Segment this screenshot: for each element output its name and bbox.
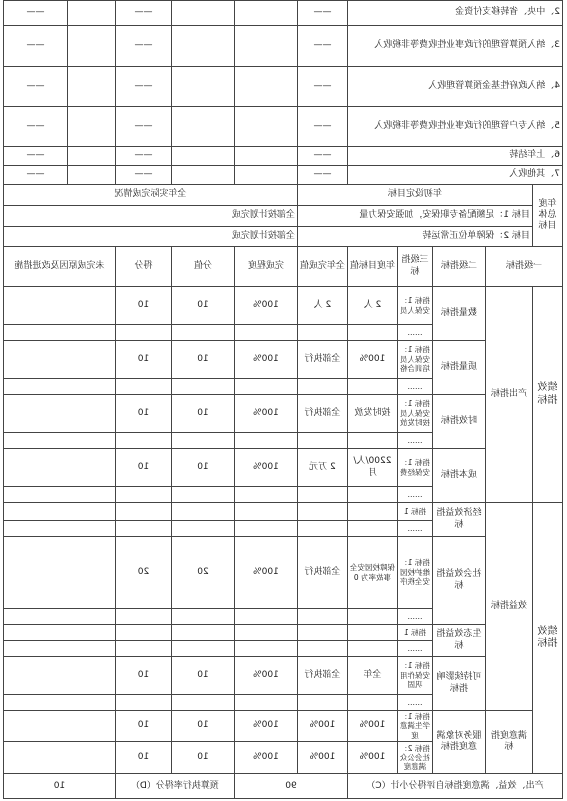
funding-cell (171, 1, 234, 26)
completion-degree (234, 379, 297, 395)
target-value (347, 433, 397, 449)
level3-indicator: …… (398, 379, 433, 395)
header-level1: 一级指标 (486, 247, 563, 287)
level3-indicator: 指标 1：学生满意度 (398, 711, 433, 742)
reason-cell (3, 521, 115, 537)
level3-indicator: …… (398, 433, 433, 449)
completion-degree (234, 487, 297, 503)
completion-degree (234, 325, 297, 341)
funding-cell (234, 147, 297, 166)
subtotal-value: 90 (234, 774, 347, 799)
funding-row (3, 166, 562, 185)
indicator-row (3, 395, 562, 433)
funding-cell: —— (3, 67, 67, 107)
indicator-row (3, 537, 562, 609)
funding-row (3, 26, 562, 67)
goal-planned: 目标 1：足额配备专职保安，加强安保力量 (297, 206, 532, 227)
target-value (347, 487, 397, 503)
funding-label: 4、纳入政府性基金预算管理收入 (347, 67, 562, 107)
actual-value: 全部执行 (297, 341, 347, 379)
reason-cell (3, 433, 115, 449)
funding-cell (234, 67, 297, 107)
level3-indicator: …… (398, 521, 433, 537)
performance-indicator-label: 绩效指标 (533, 287, 563, 503)
indicator-row (3, 625, 562, 641)
score-value: 10 (115, 287, 171, 325)
level3-indicator: 指标 1 (398, 503, 433, 521)
goal-row (3, 206, 562, 227)
weight-value: 10 (171, 287, 234, 325)
target-value (347, 503, 397, 521)
actual-value (297, 641, 347, 657)
target-value: 100% (347, 742, 397, 774)
target-value: 按时发放 (347, 395, 397, 433)
funding-cell: —— (115, 67, 171, 107)
indicator-row (3, 657, 562, 695)
funding-cell: —— (3, 1, 67, 26)
reason-cell (3, 537, 115, 609)
indicator-row (3, 341, 562, 379)
weight-value: 10 (171, 341, 234, 379)
level3-indicator: 指标 1 (398, 625, 433, 641)
funding-label: 7、其他收入 (347, 166, 562, 185)
funding-cell (234, 26, 297, 67)
target-value (347, 695, 397, 711)
weight-value (171, 625, 234, 641)
level2-indicator: 成本指标 (433, 449, 486, 503)
funding-cell (234, 107, 297, 147)
level3-indicator: 指标 1：安保作用巩固 (398, 657, 433, 695)
satisfaction-indicator-label: 满意度指标 (486, 711, 533, 774)
weight-value (171, 695, 234, 711)
actual-value: 100% (297, 742, 347, 774)
completion-degree (234, 695, 297, 711)
header-reason: 未完成原因及改进措施 (3, 247, 115, 287)
actual-value: 全部执行 (297, 537, 347, 609)
funding-cell (234, 1, 297, 26)
goal-row (3, 227, 562, 247)
header-actual: 全年完成值 (297, 247, 347, 287)
reason-cell (3, 341, 115, 379)
funding-cell: —— (115, 166, 171, 185)
reason-cell (3, 287, 115, 325)
actual-value (297, 625, 347, 641)
reason-cell (3, 395, 115, 433)
level3-indicator: …… (398, 641, 433, 657)
level3-indicator: 指标 1：维护校园安全秩序 (398, 537, 433, 609)
weight-value (171, 521, 234, 537)
completion-degree: 100% (234, 395, 297, 433)
header-degree: 完成程度 (234, 247, 297, 287)
target-value: 100% (347, 711, 397, 742)
level2-indicator: 数量指标 (433, 287, 486, 341)
actual-value (297, 379, 347, 395)
funding-cell (171, 147, 234, 166)
funding-cell (67, 67, 115, 107)
funding-row (3, 147, 562, 166)
header-target: 年度目标值 (347, 247, 397, 287)
funding-cell (171, 166, 234, 185)
score-value (115, 487, 171, 503)
header-score: 得分 (115, 247, 171, 287)
funding-cell (234, 166, 297, 185)
target-value (347, 625, 397, 641)
completion-degree: 100% (234, 711, 297, 742)
score-value: 10 (115, 711, 171, 742)
target-value: 全年 (347, 657, 397, 695)
funding-cell: —— (3, 107, 67, 147)
level2-indicator: 时效指标 (433, 395, 486, 449)
funding-cell: —— (297, 26, 347, 67)
actual-value: 全部执行 (297, 395, 347, 433)
goal-actual-header: 全年实际完成情况 (3, 185, 297, 206)
level3-indicator: …… (398, 609, 433, 625)
reason-cell (3, 379, 115, 395)
score-value: 10 (115, 341, 171, 379)
completion-degree: 100% (234, 449, 297, 487)
annual-goal-label: 年度总体目标 (533, 185, 563, 247)
actual-value (297, 433, 347, 449)
level2-indicator: 可持续影响指标 (433, 657, 486, 711)
funding-cell: —— (3, 166, 67, 185)
actual-value: 100% (297, 711, 347, 742)
funding-label: 6、上年结转 (347, 147, 562, 166)
actual-value (297, 609, 347, 625)
funding-cell: —— (3, 147, 67, 166)
level3-indicator: 指标 1：安保人员培训合格 (398, 341, 433, 379)
weight-value (171, 325, 234, 341)
indicator-header-row (3, 247, 562, 287)
score-value: 20 (115, 537, 171, 609)
funding-cell (171, 67, 234, 107)
completion-degree: 100% (234, 287, 297, 325)
actual-value (297, 487, 347, 503)
funding-label: 2、中央、省转移支付资金 (347, 1, 562, 26)
weight-value: 10 (171, 395, 234, 433)
funding-cell: —— (115, 1, 171, 26)
indicator-row (3, 711, 562, 742)
weight-value (171, 433, 234, 449)
indicator-row (3, 503, 562, 521)
level3-indicator: …… (398, 487, 433, 503)
funding-cell: —— (3, 26, 67, 67)
funding-cell: —— (297, 67, 347, 107)
level2-indicator: 质量指标 (433, 341, 486, 395)
budget-execution-value: 10 (3, 774, 115, 799)
reason-cell (3, 695, 115, 711)
score-value (115, 433, 171, 449)
goal-planned-header: 年初设定目标 (297, 185, 532, 206)
level3-indicator: 指标 2：社会公众满意度 (398, 742, 433, 774)
goal-actual: 全部按计划完成 (3, 227, 297, 247)
actual-value (297, 695, 347, 711)
score-value (115, 609, 171, 625)
reason-cell (3, 641, 115, 657)
weight-value: 10 (171, 449, 234, 487)
header-weight: 分值 (171, 247, 234, 287)
goal-actual: 全部按计划完成 (3, 206, 297, 227)
score-value (115, 379, 171, 395)
target-value (347, 325, 397, 341)
weight-value (171, 641, 234, 657)
funding-cell: —— (115, 26, 171, 67)
goals-header-row (3, 185, 562, 206)
funding-cell (67, 147, 115, 166)
level3-indicator: 指标 1：安保人员按时发放 (398, 395, 433, 433)
weight-value: 10 (171, 742, 234, 774)
funding-row (3, 67, 562, 107)
funding-cell: —— (297, 147, 347, 166)
reason-cell (3, 609, 115, 625)
level3-indicator: 指标 1：安保经费 (398, 449, 433, 487)
funding-cell (171, 26, 234, 67)
actual-value: 2 人 (297, 287, 347, 325)
score-value (115, 641, 171, 657)
target-value: 2 人 (347, 287, 397, 325)
weight-value (171, 379, 234, 395)
funding-cell: —— (115, 147, 171, 166)
score-value (115, 625, 171, 641)
score-value (115, 325, 171, 341)
target-value: 2200/人/月 (347, 449, 397, 487)
subtotal-label: 产出、效益、满意度指标自评得分小计（C） (347, 774, 562, 799)
score-value: 10 (115, 395, 171, 433)
completion-degree: 100% (234, 537, 297, 609)
score-value: 10 (115, 657, 171, 695)
completion-degree (234, 641, 297, 657)
reason-cell (3, 625, 115, 641)
weight-value: 10 (171, 657, 234, 695)
weight-value: 10 (171, 711, 234, 742)
funding-label: 5、纳入专户管理的行政事业性收费等非税收入 (347, 107, 562, 147)
completion-degree (234, 609, 297, 625)
funding-cell: —— (115, 107, 171, 147)
level3-indicator: …… (398, 695, 433, 711)
performance-self-evaluation-table (3, 0, 563, 799)
funding-label: 3、纳入预算管理的行政事业性收费等非税收入 (347, 26, 562, 67)
funding-cell (67, 26, 115, 67)
funding-cell: —— (297, 107, 347, 147)
reason-cell (3, 742, 115, 774)
target-value (347, 609, 397, 625)
footer-row (3, 774, 562, 799)
score-value (115, 521, 171, 537)
level2-indicator: 社会效益指标 (433, 537, 486, 625)
funding-cell (67, 107, 115, 147)
score-value (115, 503, 171, 521)
target-value (347, 521, 397, 537)
reason-cell (3, 657, 115, 695)
target-value: 100% (347, 341, 397, 379)
reason-cell (3, 325, 115, 341)
funding-cell: —— (297, 1, 347, 26)
budget-execution-label: 预算执行率得分（D） (115, 774, 234, 799)
score-value: 10 (115, 449, 171, 487)
actual-value (297, 521, 347, 537)
target-value: 保障校园安全事故率为 0 (347, 537, 397, 609)
actual-value: 全部执行 (297, 657, 347, 695)
completion-degree: 100% (234, 341, 297, 379)
level2-indicator: 经济效益指标 (433, 503, 486, 537)
completion-degree (234, 625, 297, 641)
reason-cell (3, 711, 115, 742)
actual-value: 2 万元 (297, 449, 347, 487)
target-value (347, 641, 397, 657)
reason-cell (3, 449, 115, 487)
target-value (347, 379, 397, 395)
actual-value (297, 325, 347, 341)
completion-degree (234, 433, 297, 449)
funding-cell: —— (297, 166, 347, 185)
weight-value: 20 (171, 537, 234, 609)
completion-degree (234, 521, 297, 537)
completion-degree: 100% (234, 742, 297, 774)
score-value (115, 695, 171, 711)
completion-degree (234, 503, 297, 521)
reason-cell (3, 503, 115, 521)
funding-cell (67, 1, 115, 26)
header-level3: 三级指标 (398, 247, 433, 287)
goal-planned: 目标 2：保障单位正常运转 (297, 227, 532, 247)
indicator-row (3, 287, 562, 325)
output-indicator-label: 产出指标 (486, 287, 533, 503)
funding-cell (171, 107, 234, 147)
funding-cell (67, 166, 115, 185)
level2-indicator: 服务对象满意度指标 (433, 711, 486, 774)
score-value: 10 (115, 742, 171, 774)
weight-value (171, 609, 234, 625)
indicator-row (3, 449, 562, 487)
performance-indicator-label: 绩效指标 (533, 503, 563, 774)
weight-value (171, 487, 234, 503)
level2-indicator: 生态效益指标 (433, 625, 486, 657)
funding-row (3, 107, 562, 147)
benefit-indicator-label: 效益指标 (486, 503, 533, 711)
funding-row (3, 1, 562, 26)
actual-value (297, 503, 347, 521)
reason-cell (3, 487, 115, 503)
level3-indicator: 指标 1：安保人员 (398, 287, 433, 325)
level3-indicator: …… (398, 325, 433, 341)
weight-value (171, 503, 234, 521)
completion-degree: 100% (234, 657, 297, 695)
header-level2: 二级指标 (433, 247, 486, 287)
